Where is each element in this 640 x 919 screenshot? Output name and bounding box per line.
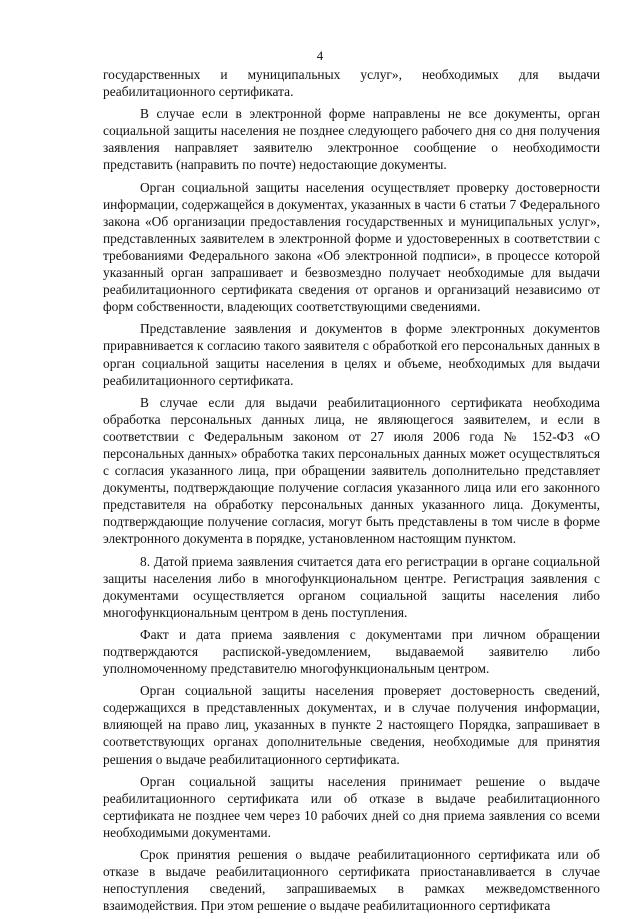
paragraph-continuation: государственных и муниципальных услуг», необходимых для выдачи реабилитационного сертификата. <box>103 67 600 100</box>
page-number: 4 <box>316 48 324 63</box>
paragraph-item-8: 8. Датой приема заявления считается дата его регистрации в органе социальной защиты населения либо в многофункциональном центре. Регистрация заявления с документами осуществляется органом социальной защиты населения либо многофункциональным центром в день поступления. <box>103 553 600 620</box>
paragraph-incomplete-documents: В случае если в электронной форме направлены не все документы, орган социальной защиты населения не позднее следующего рабочего дня со дня получения заявления направляет заявителю электронное сообщение о необходимости представить (направить по почте) недостающие документы. <box>103 106 600 173</box>
paragraph-accuracy-check: Орган социальной защиты населения проверяет достоверность сведений, содержащихся в представленных документах, и в случае получения информации, влияющей на право лиц, указанных в пункте 2 настоящего Порядка, запрашивает в соответствующих органах дополнительные сведения, необходимые для принятия решения о выдаче реабилитационного сертификата. <box>103 683 600 767</box>
paragraph-decision: Орган социальной защиты населения принимает решение о выдаче реабилитационного сертификата или об отказе в выдаче реабилитационного сертификата не позднее чем через 10 рабочих дней со дня приема заявления со всеми необходимыми документами. <box>103 773 600 840</box>
paragraph-personal-data: В случае если для выдачи реабилитационного сертификата необходима обработка персональных данных лица, не являющегося заявителем, и если в соответствии с Федеральным законом от 27 июля 2006 года № 152-ФЗ «О персональных данных» обработка таких персональных данных может осуществляться с согласия указанного лица, при обращении заявитель дополнительно представляет документы, подтверждающие получение согласия указанного лица или его законного представителя на обработку персональных данных указанного лица. Документы, подтверждающие получение согласия, могут быть представлены в том числе в форме электронного документа в порядке, установленном настоящим пунктом. <box>103 394 600 547</box>
document-body <box>103 66 600 919</box>
paragraph-verification: Орган социальной защиты населения осуществляет проверку достоверности информации, содержащейся в документах, указанных в части 6 статьи 7 Федерального закона «Об организации предоставления государственных и муниципальных услуг», представленных заявителем в электронной форме и удостоверенных в соответствии с требованиями Федерального закона «Об электронной подписи», в процессе которой указанный орган запрашивает и безвозмездно получает необходимые для выдачи реабилитационного сертификата сведения от органов и организаций независимо от форм собственности, владеющих соответствующими сведениями. <box>103 179 600 315</box>
paragraph-consent: Представление заявления и документов в форме электронных документов приравнивается к согласию такого заявителя с обработкой его персональных данных в орган социальной защиты населения в целях и объеме, необходимых для выдачи реабилитационного сертификата. <box>103 321 600 388</box>
paragraph-receipt: Факт и дата приема заявления с документами при личном обращении подтверждаются распиской-уведомлением, выдаваемой заявителю либо уполномоченному представителю многофункциональным центром. <box>103 626 600 677</box>
paragraph-suspension: Срок принятия решения о выдаче реабилитационного сертификата или об отказе в выдаче реабилитационного сертификата приостанавливается в случае непоступления сведений, запрашиваемых в рамках межведомственного взаимодействия. При этом решение о выдаче реабилитационного сертификата <box>103 847 600 914</box>
